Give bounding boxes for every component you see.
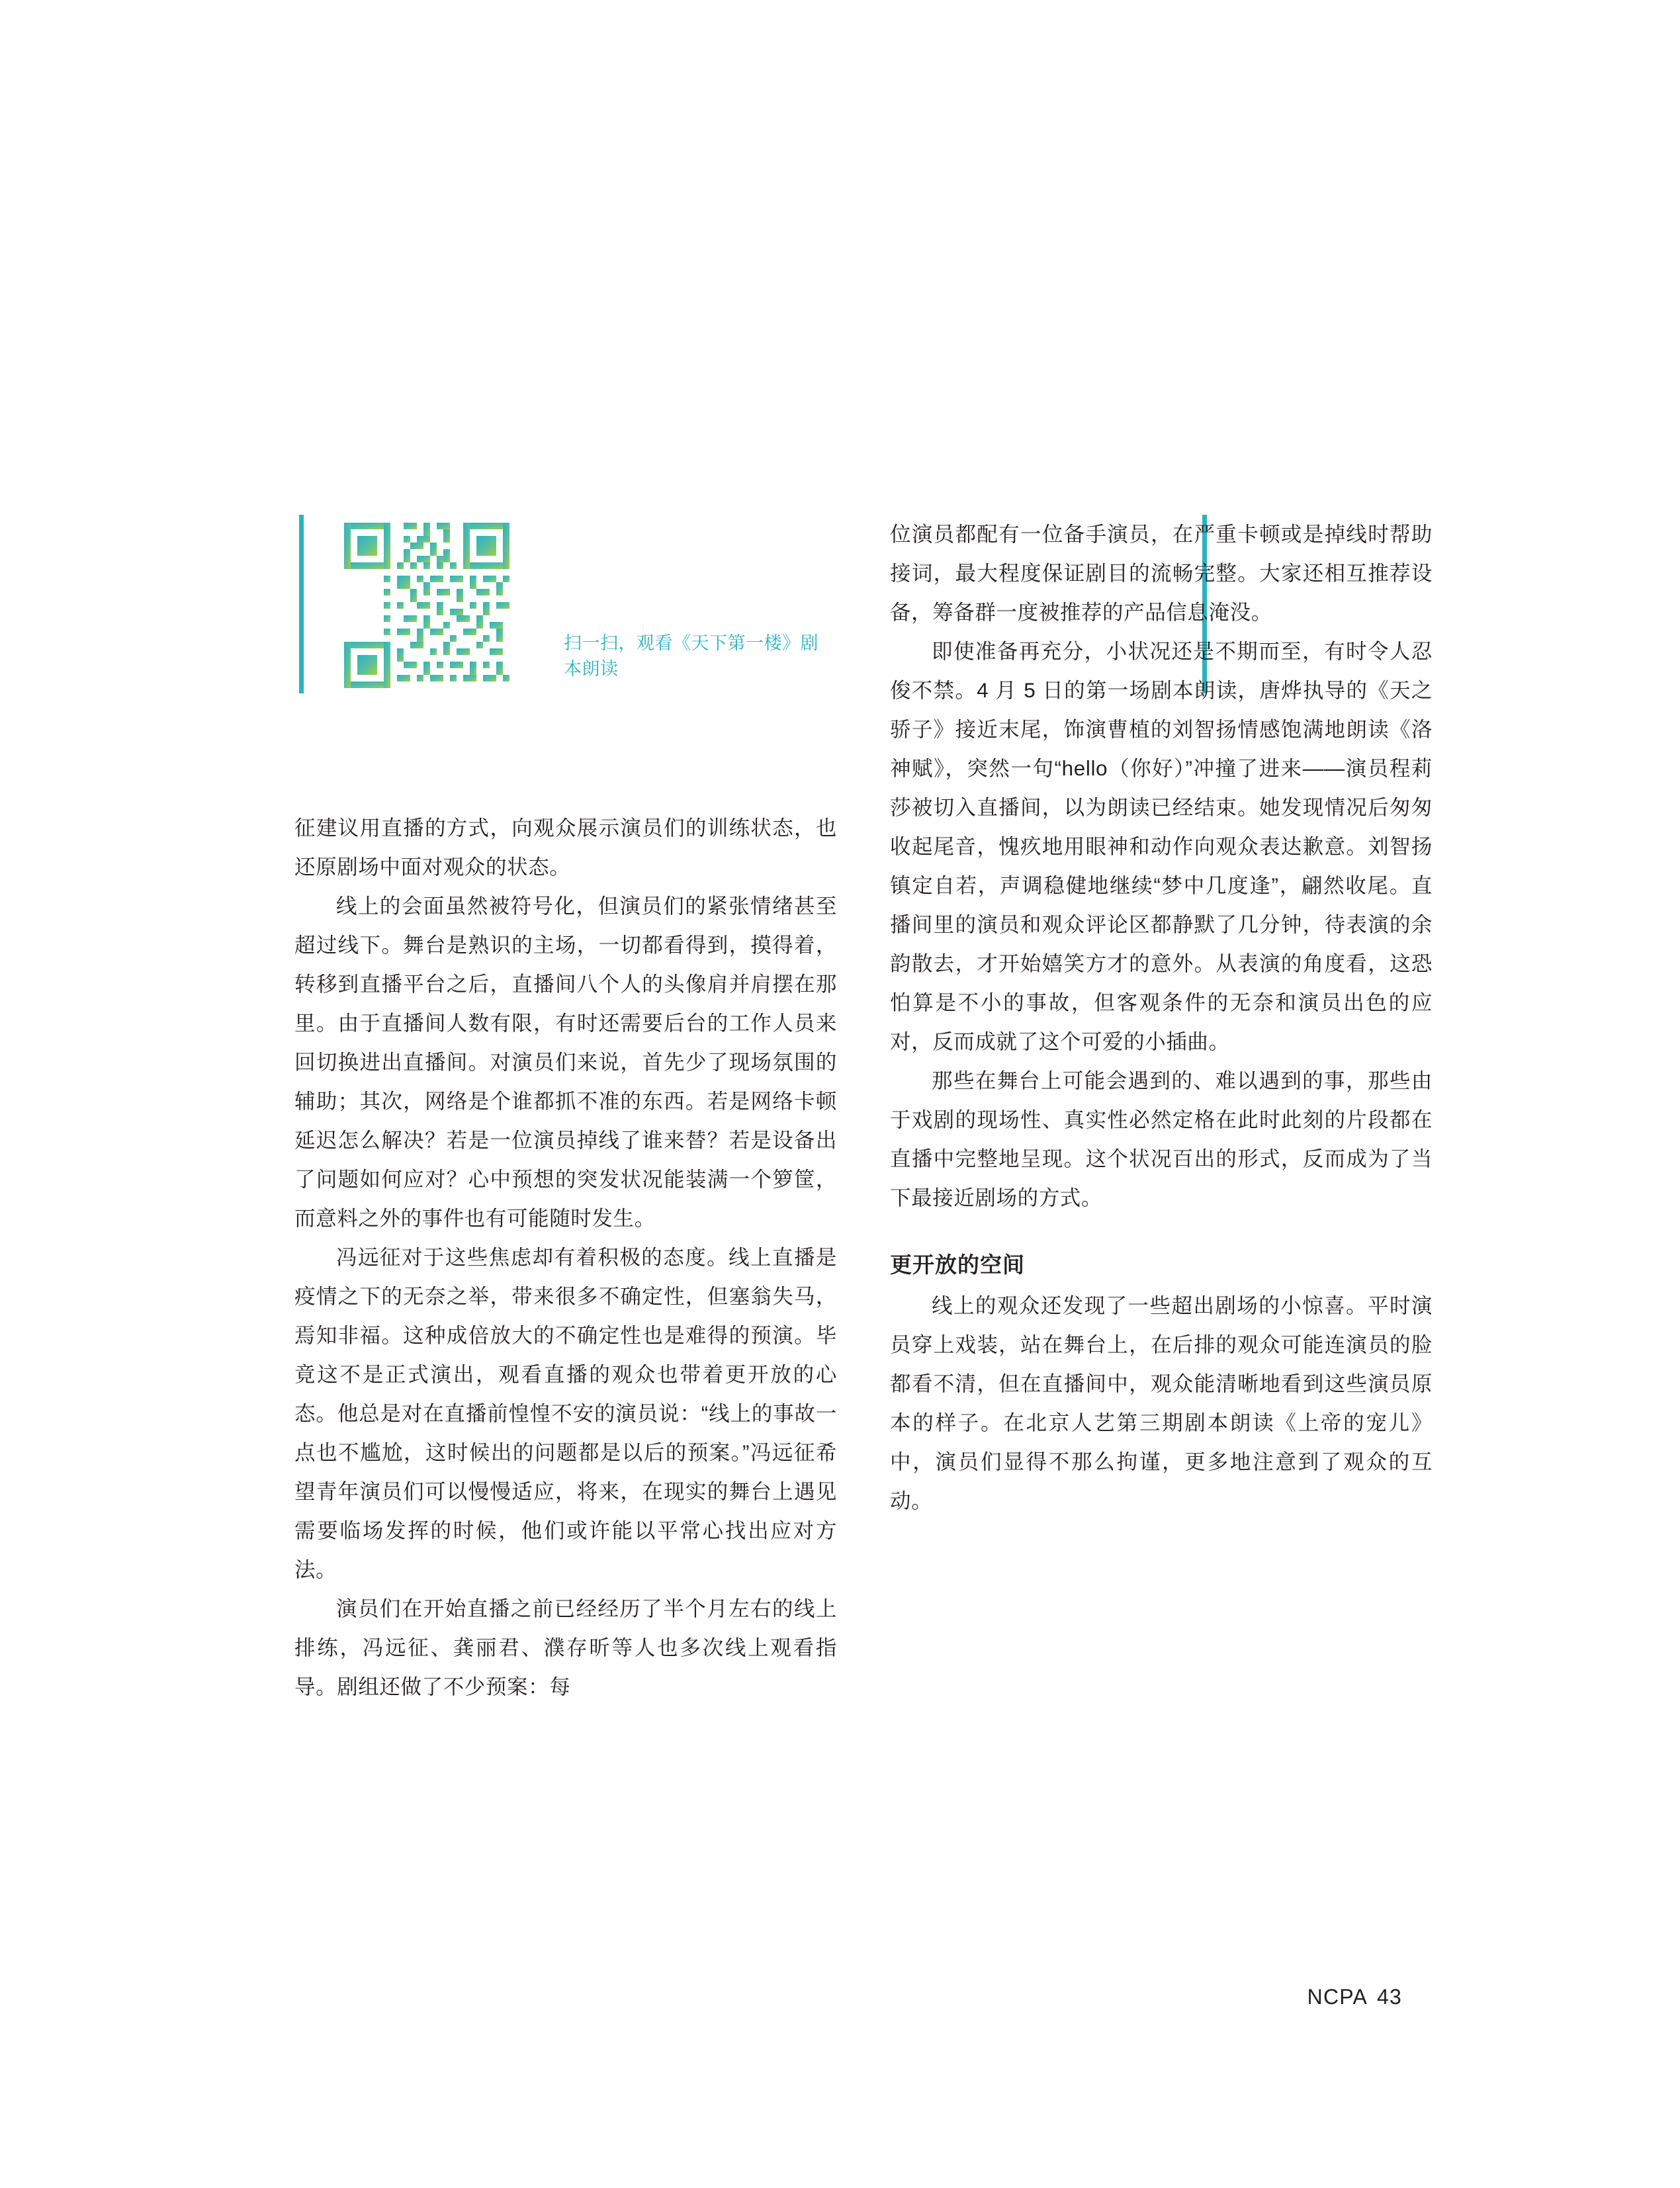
paragraph: 位演员都配有一位备手演员，在严重卡顿或是掉线时帮助接词，最大程度保证剧目的流畅完整。大家还相互推荐设备，筹备群一度被推荐的产品信息淹没。 [890, 522, 1433, 624]
paragraph: 线上的观众还发现了一些超出剧场的小惊喜。平时演员穿上戏装，站在舞台上，在后排的观众可能连演员的脸都看不清，但在直播间中，观众能清晰地看到这些演员原本的样子。在北京人艺第三期剧本朗读《上帝的宠儿》中，演员们显得不那么拘谨，更多地注意到了观众的互动。 [890, 1293, 1433, 1512]
qr-code-block [299, 515, 842, 713]
paragraph: 线上的会面虽然被符号化，但演员们的紧张情绪甚至超过线下。舞台是熟识的主场，一切都看得到，摸得着，转移到直播平台之后，直播间八个人的头像肩并肩摆在那里。由于直播间人数有限，有时还需要后台的工作人员来回切换进出直播间。对演员们来说，首先少了现场氛围的辅助；其次，网络是个谁都抓不准的东西。若是网络卡顿延迟怎么解决？若是一位演员掉线了谁来替？若是设备出了问题如何应对？心中预想的突发状况能装满一个箩筐，而意料之外的事件也有可能随时发生。 [294, 894, 837, 1230]
paragraph: 演员们在开始直播之前已经经历了半个月左右的线上排练，冯远征、龚丽君、濮存昕等人也多次线上观看指导。剧组还做了不少预案：每 [294, 1597, 837, 1698]
folio-number: 43 [1377, 1985, 1402, 2009]
paragraph: 征建议用直播的方式，向观众展示演员们的训练状态，也还原剧场中面对观众的状态。 [294, 816, 837, 879]
body-column-right [890, 515, 1433, 1520]
qr-divider-left [299, 515, 304, 693]
section-heading: 更开放的空间 [890, 1252, 1025, 1277]
folio-label: NCPA [1307, 1985, 1368, 2009]
paragraph: 即使准备再充分，小状况还是不期而至，有时令人忍俊不禁。4 月 5 日的第一场剧本朗读，唐烨执导的《天之骄子》接近末尾，饰演曹植的刘智扬情感饱满地朗读《洛神赋》，突然一句“hello（你好）”冲撞了进来——演员程莉莎被切入直播间，以为朗读已经结束。她发现情况后匆匆收起尾音，愧疚地用眼神和动作向观众表达歉意。刘智扬镇定自若，声调稳健地继续“梦中几度逢”，翩然收尾。直播间里的演员和观众评论区都静默了几分钟，待表演的余韵散去，才开始嬉笑方才的意外。从表演的角度看，这恐怕算是不小的事故，但客观条件的无奈和演员出色的应对，反而成就了这个可爱的小插曲。 [890, 639, 1433, 1053]
paragraph: 那些在舞台上可能会遇到的、难以遇到的事，那些由于戏剧的现场性、真实性必然定格在此时此刻的片段都在直播中完整地呈现。这个状况百出的形式，反而成为了当下最接近剧场的方式。 [890, 1069, 1433, 1209]
qr-caption: 扫一扫，观看《天下第一楼》剧本朗读 [564, 633, 818, 679]
body-column-left [294, 809, 837, 1706]
paragraph: 冯远征对于这些焦虑却有着积极的态度。线上直播是疫情之下的无奈之举，带来很多不确定性，但塞翁失马，焉知非福。这种成倍放大的不确定性也是难得的预演。毕竟这不是正式演出，观看直播的观众也带着更开放的心态。他总是对在直播前惶惶不安的演员说：“线上的事故一点也不尴尬，这时候出的问题都是以后的预案。”冯远征希望青年演员们可以慢慢适应，将来，在现实的舞台上遇见需要临场发挥的时候，他们或许能以平常心找出应对方法。 [294, 1245, 837, 1581]
page-folio [1307, 1985, 1402, 2009]
qr-code-icon [344, 523, 509, 688]
